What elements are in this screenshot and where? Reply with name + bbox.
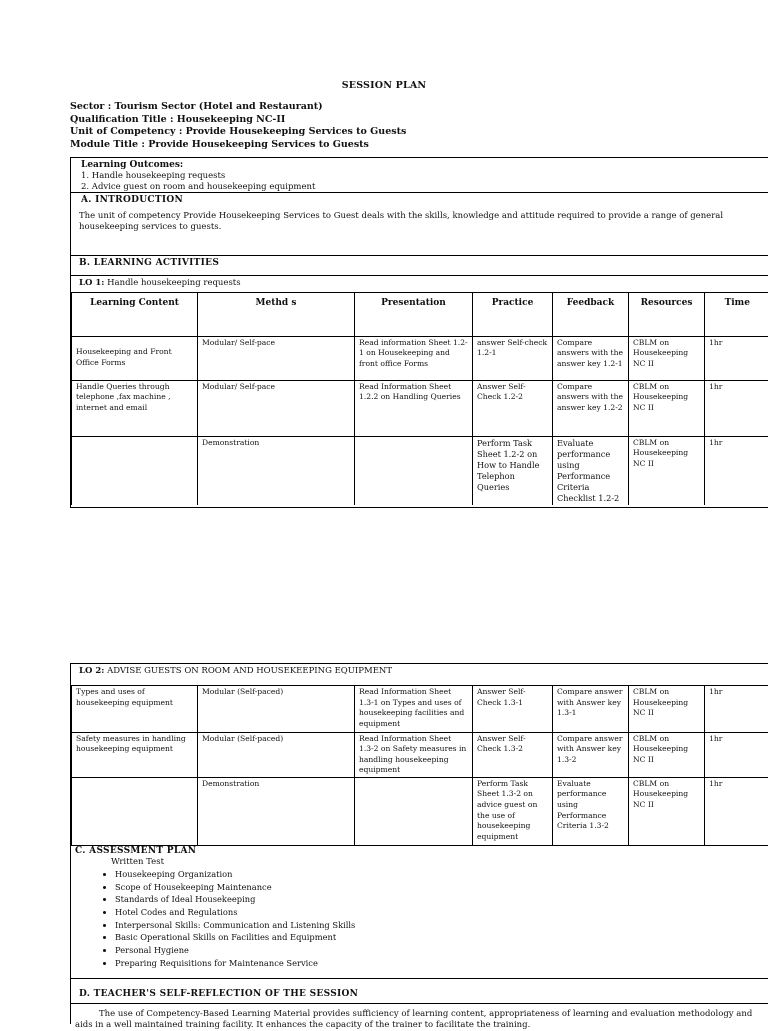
list-item: • Basic Operational Skills on Facilities and Equipment	[115, 931, 765, 944]
lo2-activities-table	[71, 686, 768, 846]
list-item: • Preparing Requisitions for Maintenance Service	[115, 957, 765, 970]
learning-activities-heading-row	[71, 256, 768, 276]
column-header: Learning Content	[72, 293, 198, 336]
assessment-topics-list	[75, 868, 765, 970]
table-cell: answer Self-check 1.2-1	[473, 336, 553, 380]
list-item: • Standards of Ideal Housekeeping	[115, 893, 765, 906]
table-cell: Housekeeping and Front Office Forms	[72, 336, 198, 380]
table-cell: Answer Self-Check 1.2-2	[473, 380, 553, 436]
session-header	[70, 101, 406, 151]
table-cell: Perform Task Sheet 1.2-2 on How to Handle Telephon Queries	[473, 436, 553, 505]
table-cell: Compare answers with the answer key 1.2-2	[553, 380, 629, 436]
list-item: • Scope of Housekeeping Maintenance	[115, 881, 765, 894]
table-cell: 1hr	[705, 732, 768, 777]
lo1-row	[71, 276, 768, 293]
table-cell: Compare answers with the answer key 1.2-1	[553, 336, 629, 380]
table-cell: Safety measures in handling housekeeping equipment	[72, 732, 198, 777]
table-header-row	[72, 293, 768, 336]
reflection-heading-row	[71, 979, 768, 1004]
table-cell: Evaluate performance using Performance Criteria 1.3-2	[553, 777, 629, 845]
table-cell: Read Information Sheet 1.3-2 on Safety measures in handling housekeeping equipment	[355, 732, 473, 777]
table-row	[72, 777, 768, 845]
table-cell: 1hr	[705, 777, 768, 845]
table-cell: CBLM on Housekeeping NC II	[629, 336, 705, 380]
table-cell: Modular (Self-paced)	[198, 732, 355, 777]
table-cell: Read Information Sheet 1.3-1 on Types and uses of housekeeping facilities and equipment	[355, 686, 473, 732]
lo1-activities-table	[71, 293, 768, 505]
list-item: • Personal Hygiene	[115, 944, 765, 957]
column-header: Resources	[629, 293, 705, 336]
table-cell	[72, 436, 198, 505]
learning-outcome-item: 1. Handle housekeeping requests	[81, 171, 761, 182]
table-cell: Evaluate performance using Performance Criteria Checklist 1.2-2	[553, 436, 629, 505]
table-cell: CBLM on Housekeeping NC II	[629, 686, 705, 732]
table-row	[72, 380, 768, 436]
column-header: Practice	[473, 293, 553, 336]
reflection-text: The use of Competency-Based Learning Material provides sufficiency of learning content, appropriateness of learning and evaluation methodology and aids in a well maintained training facility. It enhances the capacity of the trainer to facilitate the training.	[71, 1004, 768, 1031]
document-title: SESSION PLAN	[0, 80, 768, 91]
lo1-title: Handle housekeeping requests	[104, 278, 240, 288]
learning-outcomes	[71, 158, 768, 193]
unit-of-competency-line: Unit of Competency : Provide Housekeeping Services to Guests	[70, 126, 406, 139]
table-row	[72, 686, 768, 732]
table-cell: Demonstration	[198, 436, 355, 505]
table-cell: Compare answer with Answer key 1.3-1	[553, 686, 629, 732]
learning-activities-heading: B. LEARNING ACTIVITIES	[79, 258, 219, 268]
table-cell: Modular/ Self-pace	[198, 336, 355, 380]
learning-outcome-item: 2. Advice guest on room and housekeeping equipment	[81, 182, 761, 193]
table-cell: 1hr	[705, 380, 768, 436]
table-row	[72, 732, 768, 777]
introduction-heading: A. INTRODUCTION	[79, 195, 761, 206]
table-cell: 1hr	[705, 436, 768, 505]
introduction-section	[71, 193, 768, 256]
qualification-line: Qualification Title : Housekeeping NC-II	[70, 114, 406, 127]
table-cell	[355, 777, 473, 845]
introduction-text: The unit of competency Provide Housekeeping Services to Guest deals with the skills, knowledge and attitude required to provide a range of general housekeeping services to guests.	[79, 211, 761, 233]
table-cell	[355, 436, 473, 505]
sector-line: Sector : Tourism Sector (Hotel and Restaurant)	[70, 101, 406, 114]
table-cell: CBLM on Housekeeping NC II	[629, 777, 705, 845]
learning-outcomes-label: Learning Outcomes:	[81, 160, 761, 171]
table-cell: Types and uses of housekeeping equipment	[72, 686, 198, 732]
session-plan-table-part-1	[70, 157, 768, 508]
table-row	[72, 436, 768, 505]
written-test-label: Written Test	[75, 856, 765, 868]
column-header: Feedback	[553, 293, 629, 336]
assessment-plan-heading: C. ASSESSMENT PLAN	[75, 846, 765, 856]
table-cell: Read information Sheet 1.2-1 on Housekeeping and front office Forms	[355, 336, 473, 380]
module-title-line: Module Title : Provide Housekeeping Services to Guests	[70, 139, 406, 152]
column-header: Presentation	[355, 293, 473, 336]
assessment-plan-section	[71, 846, 768, 979]
table-cell: Compare answer with Answer key 1.3-2	[553, 732, 629, 777]
table-cell: Demonstration	[198, 777, 355, 845]
table-cell: 1hr	[705, 686, 768, 732]
table-cell: Perform Task Sheet 1.3-2 on advice guest on the use of housekeeping equipment	[473, 777, 553, 845]
table-cell: Answer Self-Check 1.3-2	[473, 732, 553, 777]
table-cell: Read Information Sheet 1.2.2 on Handling Queries	[355, 380, 473, 436]
lo1-label: LO 1:	[79, 278, 104, 288]
table-cell: Modular/ Self-pace	[198, 380, 355, 436]
table-cell: CBLM on Housekeeping NC II	[629, 732, 705, 777]
list-item: • Hotel Codes and Regulations	[115, 906, 765, 919]
table-cell: Answer Self-Check 1.3-1	[473, 686, 553, 732]
list-item: • Housekeeping Organization	[115, 868, 765, 881]
table-cell: Modular (Self-paced)	[198, 686, 355, 732]
table-row	[72, 336, 768, 380]
table-cell	[72, 777, 198, 845]
table-cell: 1hr	[705, 336, 768, 380]
table-cell: CBLM on Housekeeping NC II	[629, 436, 705, 505]
session-plan-table-part-2	[70, 663, 768, 1024]
lo2-row	[71, 664, 768, 686]
table-cell: CBLM on Housekeeping NC II	[629, 380, 705, 436]
column-header: Time	[705, 293, 768, 336]
column-header: Methd s	[198, 293, 355, 336]
lo2-label: LO 2:	[79, 666, 104, 676]
lo2-title: ADVISE GUESTS ON ROOM AND HOUSEKEEPING EQUIPMENT	[104, 666, 392, 676]
table-cell: Handle Queries through telephone ,fax machine , internet and email	[72, 380, 198, 436]
list-item: • Interpersonal Skills: Communication and Listening Skills	[115, 919, 765, 932]
reflection-heading: D. TEACHER'S SELF-REFLECTION OF THE SESSION	[79, 989, 358, 999]
